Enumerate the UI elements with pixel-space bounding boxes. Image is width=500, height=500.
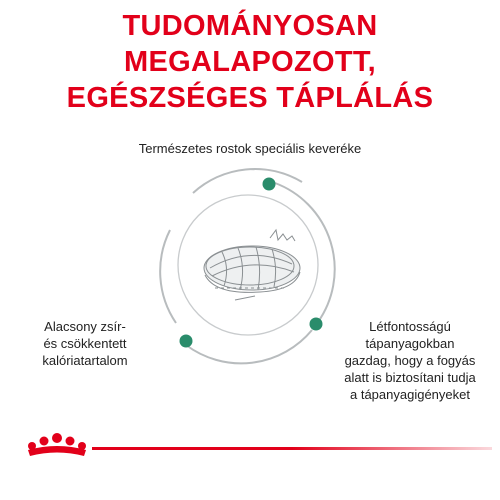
- accent-dot-left: [180, 335, 193, 348]
- benefit-right-line: Létfontosságú: [369, 319, 451, 334]
- footer-rule: [92, 447, 492, 450]
- benefit-left-line: és csökkentett: [43, 336, 127, 351]
- benefit-top: Természetes rostok speciális keveréke: [138, 141, 362, 156]
- benefit-left-line: kalóriatartalom: [42, 353, 128, 368]
- royal-canin-crown-icon: [22, 432, 92, 460]
- outer-ring-arc-top: [193, 169, 302, 193]
- benefit-right-line: gazdag, hogy a fogyás: [344, 353, 476, 368]
- accent-dot-right: [310, 318, 323, 331]
- outer-ring-arc-left: [160, 230, 176, 323]
- benefit-right-line: a tápanyagigényeket: [350, 387, 470, 402]
- kibble-sketch-icon: [204, 230, 300, 300]
- headline-line-1: TUDOMÁNYOSAN MEGALAPOZOTT,: [122, 10, 378, 78]
- benefit-right-line: alatt is biztosítani tudja: [344, 370, 476, 385]
- benefit-right-line: tápanyagokban: [365, 336, 455, 351]
- benefit-left-line: Alacsony zsír-: [44, 319, 126, 334]
- accent-dot-top: [263, 178, 276, 191]
- headline-line-2: EGÉSZSÉGES TÁPLÁLÁS: [66, 82, 434, 114]
